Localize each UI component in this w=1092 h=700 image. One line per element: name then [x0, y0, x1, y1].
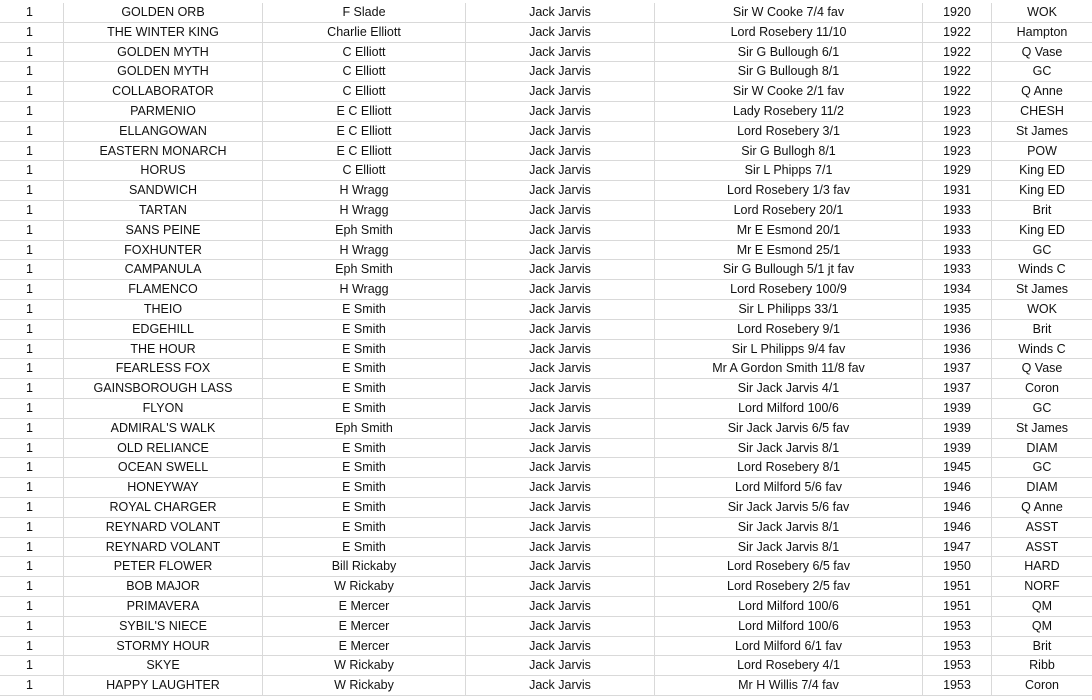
- table-row: [0, 557, 1092, 577]
- horse-name-cell[interactable]: HONEYWAY: [64, 478, 263, 497]
- owner-odds-cell[interactable]: Sir Jack Jarvis 6/5 fav: [655, 419, 923, 438]
- jockey-cell[interactable]: H Wragg: [263, 280, 466, 299]
- position-cell[interactable]: 1: [0, 161, 64, 180]
- owner-odds-cell[interactable]: Lord Rosebery 9/1: [655, 320, 923, 339]
- owner-odds-cell[interactable]: Sir G Bullough 5/1 jt fav: [655, 260, 923, 279]
- table-row: [0, 320, 1092, 340]
- position-cell[interactable]: 1: [0, 43, 64, 62]
- trainer-cell[interactable]: Jack Jarvis: [466, 656, 655, 675]
- horse-name-cell[interactable]: SANS PEINE: [64, 221, 263, 240]
- table-row: [0, 597, 1092, 617]
- position-cell[interactable]: 1: [0, 3, 64, 22]
- race-cell[interactable]: Coron: [1024, 678, 1060, 693]
- trainer-cell[interactable]: Jack Jarvis: [466, 300, 655, 319]
- position-cell[interactable]: 1: [0, 201, 64, 220]
- year-cell[interactable]: 1923: [923, 142, 992, 161]
- race-cell[interactable]: QM: [1031, 618, 1053, 633]
- jockey-cell[interactable]: E C Elliott: [263, 142, 466, 161]
- horse-name-cell[interactable]: REYNARD VOLANT: [64, 518, 263, 537]
- position-cell[interactable]: 1: [0, 637, 64, 656]
- table-row: [0, 241, 1092, 261]
- horse-name-cell[interactable]: FLYON: [64, 399, 263, 418]
- jockey-cell[interactable]: E Smith: [263, 320, 466, 339]
- table-row: [0, 102, 1092, 122]
- position-cell[interactable]: 1: [0, 260, 64, 279]
- race-cell[interactable]: DIAM: [1026, 480, 1058, 495]
- owner-odds-cell[interactable]: Lord Milford 6/1 fav: [655, 637, 923, 656]
- table-row: [0, 577, 1092, 597]
- table-row: [0, 637, 1092, 657]
- trainer-cell[interactable]: Jack Jarvis: [466, 637, 655, 656]
- horse-name-cell[interactable]: GAINSBOROUGH LASS: [64, 379, 263, 398]
- owner-odds-cell[interactable]: Lord Milford 100/6: [655, 617, 923, 636]
- horse-name-cell[interactable]: FEARLESS FOX: [64, 359, 263, 378]
- year-cell[interactable]: 1933: [923, 201, 992, 220]
- race-cell[interactable]: Brit: [1032, 202, 1052, 217]
- position-cell[interactable]: 1: [0, 656, 64, 675]
- table-row: [0, 201, 1092, 221]
- trainer-cell[interactable]: Jack Jarvis: [466, 23, 655, 42]
- horse-name-cell[interactable]: EDGEHILL: [64, 320, 263, 339]
- table-row: [0, 142, 1092, 162]
- table-row: [0, 43, 1092, 63]
- trainer-cell[interactable]: Jack Jarvis: [466, 597, 655, 616]
- owner-odds-cell[interactable]: Sir W Cooke 2/1 fav: [655, 82, 923, 101]
- position-cell[interactable]: 1: [0, 122, 64, 141]
- jockey-cell[interactable]: E C Elliott: [263, 102, 466, 121]
- horse-name-cell[interactable]: TARTAN: [64, 201, 263, 220]
- table-row: [0, 280, 1092, 300]
- trainer-cell[interactable]: Jack Jarvis: [466, 181, 655, 200]
- jockey-cell[interactable]: E Smith: [263, 518, 466, 537]
- jockey-cell[interactable]: C Elliott: [263, 161, 466, 180]
- owner-odds-cell[interactable]: Lord Rosebery 8/1: [655, 458, 923, 477]
- position-cell[interactable]: 1: [0, 82, 64, 101]
- owner-odds-cell[interactable]: Lord Milford 5/6 fav: [655, 478, 923, 497]
- race-cell[interactable]: Q Anne: [1021, 84, 1063, 99]
- year-cell[interactable]: 1937: [923, 359, 992, 378]
- trainer-cell[interactable]: Jack Jarvis: [466, 3, 655, 22]
- year-cell[interactable]: 1934: [923, 280, 992, 299]
- race-cell[interactable]: King ED: [1019, 163, 1065, 178]
- jockey-cell[interactable]: C Elliott: [263, 82, 466, 101]
- position-cell[interactable]: 1: [0, 340, 64, 359]
- race-cell[interactable]: Winds C: [1018, 341, 1066, 356]
- race-cell[interactable]: CHESH: [1020, 103, 1064, 118]
- jockey-cell[interactable]: Eph Smith: [263, 260, 466, 279]
- position-cell[interactable]: 1: [0, 439, 64, 458]
- year-cell[interactable]: 1936: [923, 340, 992, 359]
- year-cell[interactable]: 1922: [923, 23, 992, 42]
- trainer-cell[interactable]: Jack Jarvis: [466, 676, 655, 695]
- race-cell[interactable]: ASST: [1025, 519, 1059, 534]
- table-row: [0, 3, 1092, 23]
- horse-name-cell[interactable]: REYNARD VOLANT: [64, 538, 263, 557]
- owner-odds-cell[interactable]: Sir G Bullough 8/1: [655, 62, 923, 81]
- race-cell[interactable]: Coron: [1024, 381, 1060, 396]
- race-cell[interactable]: GC: [1032, 400, 1052, 415]
- position-cell[interactable]: 1: [0, 62, 64, 81]
- owner-odds-cell[interactable]: Lord Milford 100/6: [655, 597, 923, 616]
- trainer-cell[interactable]: Jack Jarvis: [466, 538, 655, 557]
- table-row: [0, 439, 1092, 459]
- trainer-cell[interactable]: Jack Jarvis: [466, 201, 655, 220]
- owner-odds-cell[interactable]: Lord Rosebery 2/5 fav: [655, 577, 923, 596]
- year-cell[interactable]: 1950: [923, 557, 992, 576]
- jockey-cell[interactable]: E Smith: [263, 379, 466, 398]
- jockey-cell[interactable]: H Wragg: [263, 201, 466, 220]
- jockey-cell[interactable]: E Smith: [263, 458, 466, 477]
- horse-name-cell[interactable]: HORUS: [64, 161, 263, 180]
- table-row: [0, 538, 1092, 558]
- table-row: [0, 300, 1092, 320]
- horse-name-cell[interactable]: ROYAL CHARGER: [64, 498, 263, 517]
- year-cell[interactable]: 1931: [923, 181, 992, 200]
- trainer-cell[interactable]: Jack Jarvis: [466, 557, 655, 576]
- jockey-cell[interactable]: W Rickaby: [263, 676, 466, 695]
- table-row: [0, 399, 1092, 419]
- position-cell[interactable]: 1: [0, 300, 64, 319]
- race-cell[interactable]: St James: [1015, 282, 1069, 297]
- year-cell[interactable]: 1947: [923, 538, 992, 557]
- position-cell[interactable]: 1: [0, 518, 64, 537]
- year-cell[interactable]: 1951: [923, 597, 992, 616]
- trainer-cell[interactable]: Jack Jarvis: [466, 359, 655, 378]
- owner-odds-cell[interactable]: Lady Rosebery 11/2: [655, 102, 923, 121]
- horse-name-cell[interactable]: ELLANGOWAN: [64, 122, 263, 141]
- year-cell[interactable]: 1933: [923, 260, 992, 279]
- owner-odds-cell[interactable]: Mr A Gordon Smith 11/8 fav: [655, 359, 923, 378]
- table-row: [0, 181, 1092, 201]
- horse-name-cell[interactable]: BOB MAJOR: [64, 577, 263, 596]
- horse-name-cell[interactable]: THE HOUR: [64, 340, 263, 359]
- table-row: [0, 498, 1092, 518]
- trainer-cell[interactable]: Jack Jarvis: [466, 419, 655, 438]
- year-cell[interactable]: 1933: [923, 221, 992, 240]
- trainer-cell[interactable]: Jack Jarvis: [466, 122, 655, 141]
- horse-name-cell[interactable]: GOLDEN ORB: [64, 3, 263, 22]
- position-cell[interactable]: 1: [0, 538, 64, 557]
- horse-name-cell[interactable]: OLD RELIANCE: [64, 439, 263, 458]
- year-cell[interactable]: 1953: [923, 656, 992, 675]
- trainer-cell[interactable]: Jack Jarvis: [466, 62, 655, 81]
- owner-odds-cell[interactable]: Sir L Phipps 7/1: [655, 161, 923, 180]
- jockey-cell[interactable]: E Mercer: [263, 597, 466, 616]
- race-cell[interactable]: DIAM: [1026, 440, 1058, 455]
- race-cell[interactable]: Q Anne: [1021, 499, 1063, 514]
- position-cell[interactable]: 1: [0, 498, 64, 517]
- race-cell[interactable]: NORF: [1024, 579, 1060, 594]
- race-cell[interactable]: GC: [1032, 460, 1052, 475]
- trainer-cell[interactable]: Jack Jarvis: [466, 340, 655, 359]
- position-cell[interactable]: 1: [0, 478, 64, 497]
- owner-odds-cell[interactable]: Lord Rosebery 3/1: [655, 122, 923, 141]
- horse-name-cell[interactable]: COLLABORATOR: [64, 82, 263, 101]
- position-cell[interactable]: 1: [0, 419, 64, 438]
- trainer-cell[interactable]: Jack Jarvis: [466, 439, 655, 458]
- year-cell[interactable]: 1937: [923, 379, 992, 398]
- year-cell[interactable]: 1939: [923, 399, 992, 418]
- horse-name-cell[interactable]: PRIMAVERA: [64, 597, 263, 616]
- owner-odds-cell[interactable]: Lord Rosebery 4/1: [655, 656, 923, 675]
- jockey-cell[interactable]: E Smith: [263, 399, 466, 418]
- position-cell[interactable]: 1: [0, 359, 64, 378]
- trainer-cell[interactable]: Jack Jarvis: [466, 577, 655, 596]
- owner-odds-cell[interactable]: Lord Rosebery 6/5 fav: [655, 557, 923, 576]
- race-cell[interactable]: GC: [1032, 242, 1052, 257]
- table-row: [0, 62, 1092, 82]
- position-cell[interactable]: 1: [0, 597, 64, 616]
- race-cell[interactable]: King ED: [1019, 222, 1065, 237]
- spreadsheet-grid: [0, 3, 1092, 696]
- year-cell[interactable]: 1939: [923, 419, 992, 438]
- year-cell[interactable]: 1946: [923, 498, 992, 517]
- race-cell[interactable]: St James: [1015, 123, 1069, 138]
- table-row: [0, 122, 1092, 142]
- race-cell[interactable]: ASST: [1025, 539, 1059, 554]
- owner-odds-cell[interactable]: Sir Jack Jarvis 8/1: [655, 518, 923, 537]
- horse-name-cell[interactable]: EASTERN MONARCH: [64, 142, 263, 161]
- position-cell[interactable]: 1: [0, 557, 64, 576]
- table-row: [0, 478, 1092, 498]
- race-cell[interactable]: POW: [1027, 143, 1057, 158]
- position-cell[interactable]: 1: [0, 280, 64, 299]
- horse-name-cell[interactable]: SKYE: [64, 656, 263, 675]
- year-cell[interactable]: 1933: [923, 241, 992, 260]
- jockey-cell[interactable]: E Smith: [263, 478, 466, 497]
- owner-odds-cell[interactable]: Sir G Bullogh 8/1: [655, 142, 923, 161]
- jockey-cell[interactable]: Eph Smith: [263, 419, 466, 438]
- race-cell[interactable]: QM: [1031, 598, 1053, 613]
- trainer-cell[interactable]: Jack Jarvis: [466, 221, 655, 240]
- jockey-cell[interactable]: E Mercer: [263, 637, 466, 656]
- jockey-cell[interactable]: F Slade: [263, 3, 466, 22]
- year-cell[interactable]: 1951: [923, 577, 992, 596]
- owner-odds-cell[interactable]: Sir L Philipps 9/4 fav: [655, 340, 923, 359]
- owner-odds-cell[interactable]: Lord Milford 100/6: [655, 399, 923, 418]
- jockey-cell[interactable]: E Smith: [263, 340, 466, 359]
- jockey-cell[interactable]: E C Elliott: [263, 122, 466, 141]
- race-cell[interactable]: Hampton: [1016, 24, 1068, 39]
- jockey-cell[interactable]: E Smith: [263, 300, 466, 319]
- owner-odds-cell[interactable]: Sir L Philipps 33/1: [655, 300, 923, 319]
- jockey-cell[interactable]: E Mercer: [263, 617, 466, 636]
- jockey-cell[interactable]: E Smith: [263, 538, 466, 557]
- table-row: [0, 379, 1092, 399]
- trainer-cell[interactable]: Jack Jarvis: [466, 399, 655, 418]
- trainer-cell[interactable]: Jack Jarvis: [466, 518, 655, 537]
- owner-odds-cell[interactable]: Sir Jack Jarvis 4/1: [655, 379, 923, 398]
- owner-odds-cell[interactable]: Lord Rosebery 20/1: [655, 201, 923, 220]
- trainer-cell[interactable]: Jack Jarvis: [466, 102, 655, 121]
- year-cell[interactable]: 1939: [923, 439, 992, 458]
- trainer-cell[interactable]: Jack Jarvis: [466, 280, 655, 299]
- jockey-cell[interactable]: E Smith: [263, 498, 466, 517]
- jockey-cell[interactable]: W Rickaby: [263, 656, 466, 675]
- year-cell[interactable]: 1953: [923, 637, 992, 656]
- year-cell[interactable]: 1920: [923, 3, 992, 22]
- race-cell[interactable]: Ribb: [1029, 658, 1055, 673]
- table-row: [0, 656, 1092, 676]
- table-row: [0, 518, 1092, 538]
- year-cell[interactable]: 1922: [923, 62, 992, 81]
- year-cell[interactable]: 1953: [923, 617, 992, 636]
- jockey-cell[interactable]: H Wragg: [263, 241, 466, 260]
- horse-name-cell[interactable]: GOLDEN MYTH: [64, 62, 263, 81]
- owner-odds-cell[interactable]: Sir W Cooke 7/4 fav: [655, 3, 923, 22]
- year-cell[interactable]: 1923: [923, 122, 992, 141]
- trainer-cell[interactable]: Jack Jarvis: [466, 142, 655, 161]
- horse-name-cell[interactable]: ADMIRAL'S WALK: [64, 419, 263, 438]
- year-cell[interactable]: 1935: [923, 300, 992, 319]
- position-cell[interactable]: 1: [0, 577, 64, 596]
- race-cell[interactable]: Brit: [1032, 321, 1052, 336]
- race-cell[interactable]: St James: [1015, 420, 1069, 435]
- table-row: [0, 221, 1092, 241]
- table-row: [0, 676, 1092, 696]
- owner-odds-cell[interactable]: Mr H Willis 7/4 fav: [655, 676, 923, 695]
- position-cell[interactable]: 1: [0, 241, 64, 260]
- position-cell[interactable]: 1: [0, 458, 64, 477]
- year-cell[interactable]: 1945: [923, 458, 992, 477]
- position-cell[interactable]: 1: [0, 399, 64, 418]
- jockey-cell[interactable]: W Rickaby: [263, 577, 466, 596]
- position-cell[interactable]: 1: [0, 320, 64, 339]
- trainer-cell[interactable]: Jack Jarvis: [466, 161, 655, 180]
- horse-name-cell[interactable]: OCEAN SWELL: [64, 458, 263, 477]
- jockey-cell[interactable]: E Smith: [263, 359, 466, 378]
- race-cell[interactable]: Winds C: [1018, 262, 1066, 277]
- trainer-cell[interactable]: Jack Jarvis: [466, 320, 655, 339]
- position-cell[interactable]: 1: [0, 23, 64, 42]
- position-cell[interactable]: 1: [0, 102, 64, 121]
- owner-odds-cell[interactable]: Sir Jack Jarvis 8/1: [655, 439, 923, 458]
- position-cell[interactable]: 1: [0, 181, 64, 200]
- table-row: [0, 359, 1092, 379]
- race-cell[interactable]: Q Vase: [1021, 361, 1063, 376]
- horse-name-cell[interactable]: HAPPY LAUGHTER: [64, 676, 263, 695]
- horse-name-cell[interactable]: FOXHUNTER: [64, 241, 263, 260]
- position-cell[interactable]: 1: [0, 221, 64, 240]
- horse-name-cell[interactable]: GOLDEN MYTH: [64, 43, 263, 62]
- horse-name-cell[interactable]: SANDWICH: [64, 181, 263, 200]
- horse-name-cell[interactable]: THE WINTER KING: [64, 23, 263, 42]
- table-row: [0, 82, 1092, 102]
- trainer-cell[interactable]: Jack Jarvis: [466, 82, 655, 101]
- year-cell[interactable]: 1936: [923, 320, 992, 339]
- year-cell[interactable]: 1922: [923, 43, 992, 62]
- horse-name-cell[interactable]: STORMY HOUR: [64, 637, 263, 656]
- year-cell[interactable]: 1946: [923, 478, 992, 497]
- jockey-cell[interactable]: H Wragg: [263, 181, 466, 200]
- owner-odds-cell[interactable]: Lord Rosebery 11/10: [655, 23, 923, 42]
- owner-odds-cell[interactable]: Sir Jack Jarvis 8/1: [655, 538, 923, 557]
- horse-name-cell[interactable]: PARMENIO: [64, 102, 263, 121]
- trainer-cell[interactable]: Jack Jarvis: [466, 458, 655, 477]
- table-row: [0, 260, 1092, 280]
- race-cell[interactable]: GC: [1032, 64, 1052, 79]
- race-cell[interactable]: King ED: [1019, 183, 1065, 198]
- table-row: [0, 419, 1092, 439]
- owner-odds-cell[interactable]: Lord Rosebery 1/3 fav: [655, 181, 923, 200]
- trainer-cell[interactable]: Jack Jarvis: [466, 498, 655, 517]
- race-cell[interactable]: Brit: [1032, 638, 1052, 653]
- jockey-cell[interactable]: Charlie Elliott: [263, 23, 466, 42]
- trainer-cell[interactable]: Jack Jarvis: [466, 379, 655, 398]
- owner-odds-cell[interactable]: Mr E Esmond 20/1: [655, 221, 923, 240]
- year-cell[interactable]: 1953: [923, 676, 992, 695]
- table-row: [0, 161, 1092, 181]
- horse-name-cell[interactable]: FLAMENCO: [64, 280, 263, 299]
- race-cell[interactable]: Q Vase: [1021, 44, 1063, 59]
- table-row: [0, 617, 1092, 637]
- jockey-cell[interactable]: C Elliott: [263, 62, 466, 81]
- jockey-cell[interactable]: Bill Rickaby: [263, 557, 466, 576]
- year-cell[interactable]: 1923: [923, 102, 992, 121]
- year-cell[interactable]: 1922: [923, 82, 992, 101]
- table-row: [0, 23, 1092, 43]
- trainer-cell[interactable]: Jack Jarvis: [466, 260, 655, 279]
- jockey-cell[interactable]: C Elliott: [263, 43, 466, 62]
- position-cell[interactable]: 1: [0, 676, 64, 695]
- year-cell[interactable]: 1946: [923, 518, 992, 537]
- trainer-cell[interactable]: Jack Jarvis: [466, 43, 655, 62]
- trainer-cell[interactable]: Jack Jarvis: [466, 617, 655, 636]
- table-row: [0, 340, 1092, 360]
- position-cell[interactable]: 1: [0, 142, 64, 161]
- trainer-cell[interactable]: Jack Jarvis: [466, 241, 655, 260]
- position-cell[interactable]: 1: [0, 379, 64, 398]
- jockey-cell[interactable]: E Smith: [263, 439, 466, 458]
- owner-odds-cell[interactable]: Mr E Esmond 25/1: [655, 241, 923, 260]
- race-cell[interactable]: WOK: [1027, 301, 1057, 316]
- horse-name-cell[interactable]: SYBIL'S NIECE: [64, 617, 263, 636]
- table-row: [0, 458, 1092, 478]
- owner-odds-cell[interactable]: Sir G Bullough 6/1: [655, 43, 923, 62]
- horse-name-cell[interactable]: PETER FLOWER: [64, 557, 263, 576]
- jockey-cell[interactable]: Eph Smith: [263, 221, 466, 240]
- position-cell[interactable]: 1: [0, 617, 64, 636]
- horse-name-cell[interactable]: THEIO: [64, 300, 263, 319]
- owner-odds-cell[interactable]: Sir Jack Jarvis 5/6 fav: [655, 498, 923, 517]
- race-cell[interactable]: WOK: [1027, 5, 1057, 19]
- race-cell[interactable]: HARD: [1024, 559, 1060, 574]
- horse-name-cell[interactable]: CAMPANULA: [64, 260, 263, 279]
- trainer-cell[interactable]: Jack Jarvis: [466, 478, 655, 497]
- owner-odds-cell[interactable]: Lord Rosebery 100/9: [655, 280, 923, 299]
- year-cell[interactable]: 1929: [923, 161, 992, 180]
